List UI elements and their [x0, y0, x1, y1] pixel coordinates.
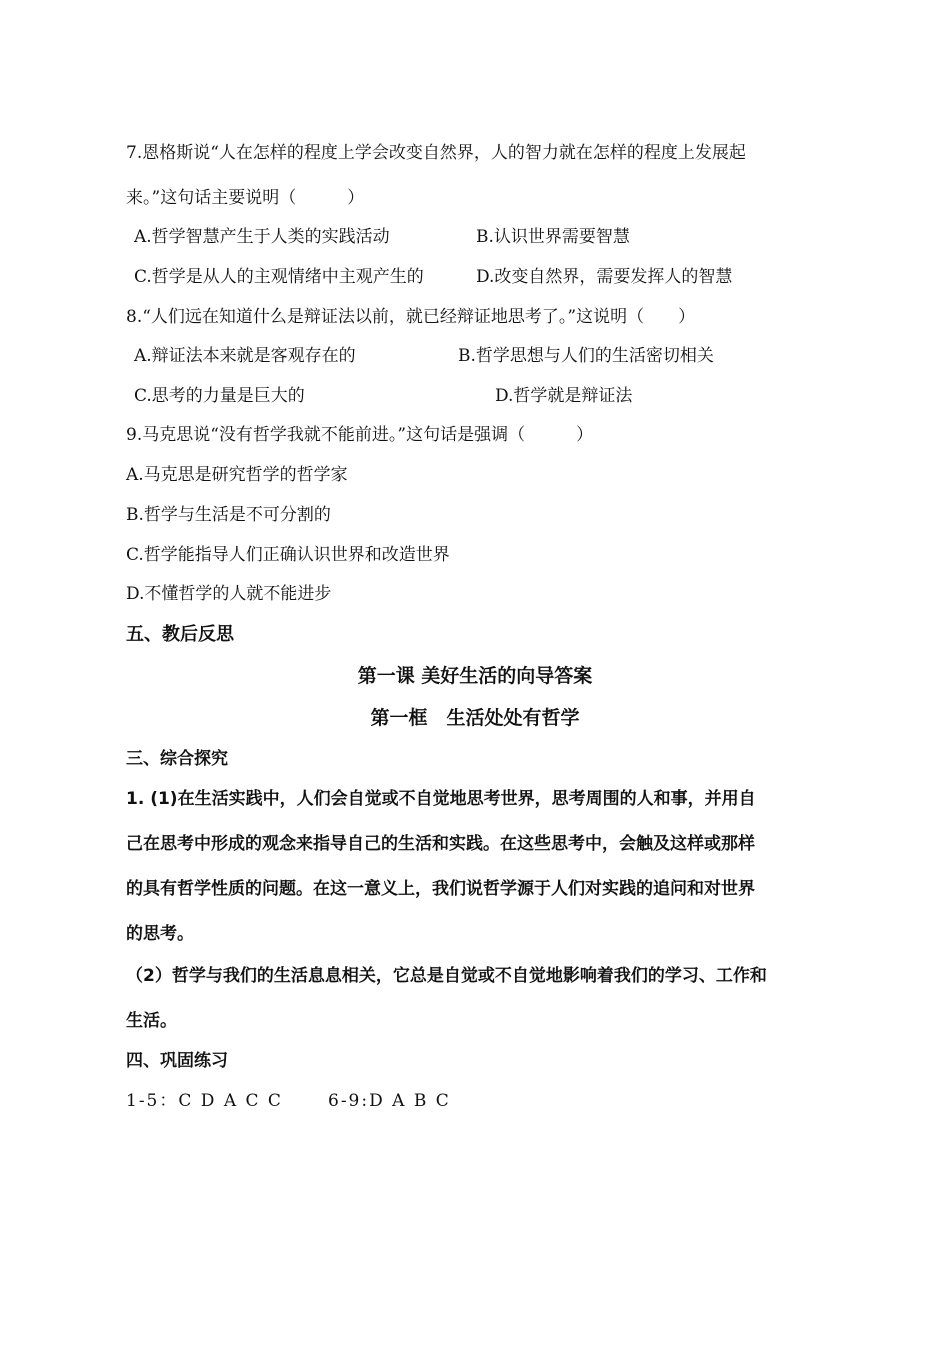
section-heading-inquiry: 三、综合探究	[126, 749, 228, 769]
inquiry-answer-line4: 的思考。	[126, 924, 194, 944]
question-8-option-c: C.思考的力量是巨大的	[134, 386, 305, 406]
question-8-option-b: B.哲学思想与人们的生活密切相关	[458, 346, 714, 366]
section-heading-practice: 四、巩固练习	[126, 1051, 228, 1071]
answer-subtitle: 第一框 生活处处有哲学	[370, 707, 580, 729]
question-9-option-b: B.哲学与生活是不可分割的	[126, 505, 331, 525]
practice-answers-6-9: 6-9:D A B C	[328, 1091, 451, 1111]
question-7-option-c: C.哲学是从人的主观情绪中主观产生的	[134, 267, 424, 287]
question-9-stem: 9.马克思说“没有哲学我就不能前进。”这句话是强调（ ）	[126, 425, 594, 445]
inquiry-answer-part2-line1: （2）哲学与我们的生活息息相关，它总是自觉或不自觉地影响着我们的学习、工作和	[126, 966, 767, 986]
inquiry-answer-line2: 己在思考中形成的观念来指导自己的生活和实践。在这些思考中，会触及这样或那样	[126, 834, 755, 854]
inquiry-answer-part2-line2: 生活。	[126, 1011, 177, 1031]
question-9-option-d: D.不懂哲学的人就不能进步	[126, 584, 332, 604]
question-8-stem: 8.“人们远在知道什么是辩证法以前，就已经辩证地思考了。”这说明（ ）	[126, 307, 696, 327]
question-7-option-d: D.改变自然界，需要发挥人的智慧	[476, 267, 733, 287]
inquiry-answer-line3: 的具有哲学性质的问题。在这一意义上，我们说哲学源于人们对实践的追问和对世界	[126, 879, 755, 899]
question-8-option-a: A.辩证法本来就是客观存在的	[134, 346, 356, 366]
question-8-option-d: D.哲学就是辩证法	[495, 386, 633, 406]
answer-title: 第一课 美好生活的向导答案	[357, 665, 593, 687]
question-7-option-a: A.哲学智慧产生于人类的实践活动	[134, 227, 390, 247]
question-9-option-a: A.马克思是研究哲学的哲学家	[126, 465, 348, 485]
question-7-option-b: B.认识世界需要智慧	[476, 227, 630, 247]
practice-answers-1-5: 1-5：C D A C C	[126, 1091, 283, 1111]
question-9-option-c: C.哲学能指导人们正确认识世界和改造世界	[126, 545, 450, 565]
section-heading-reflection: 五、教后反思	[126, 624, 234, 645]
inquiry-answer-line1: 1. (1)在生活实践中，人们会自觉或不自觉地思考世界，思考周围的人和事，并用自	[126, 789, 756, 809]
question-7-stem-line2: 来。”这句话主要说明（ ）	[126, 188, 365, 208]
question-7-stem-line1: 7.恩格斯说“人在怎样的程度上学会改变自然界，人的智力就在怎样的程度上发展起	[126, 143, 746, 163]
